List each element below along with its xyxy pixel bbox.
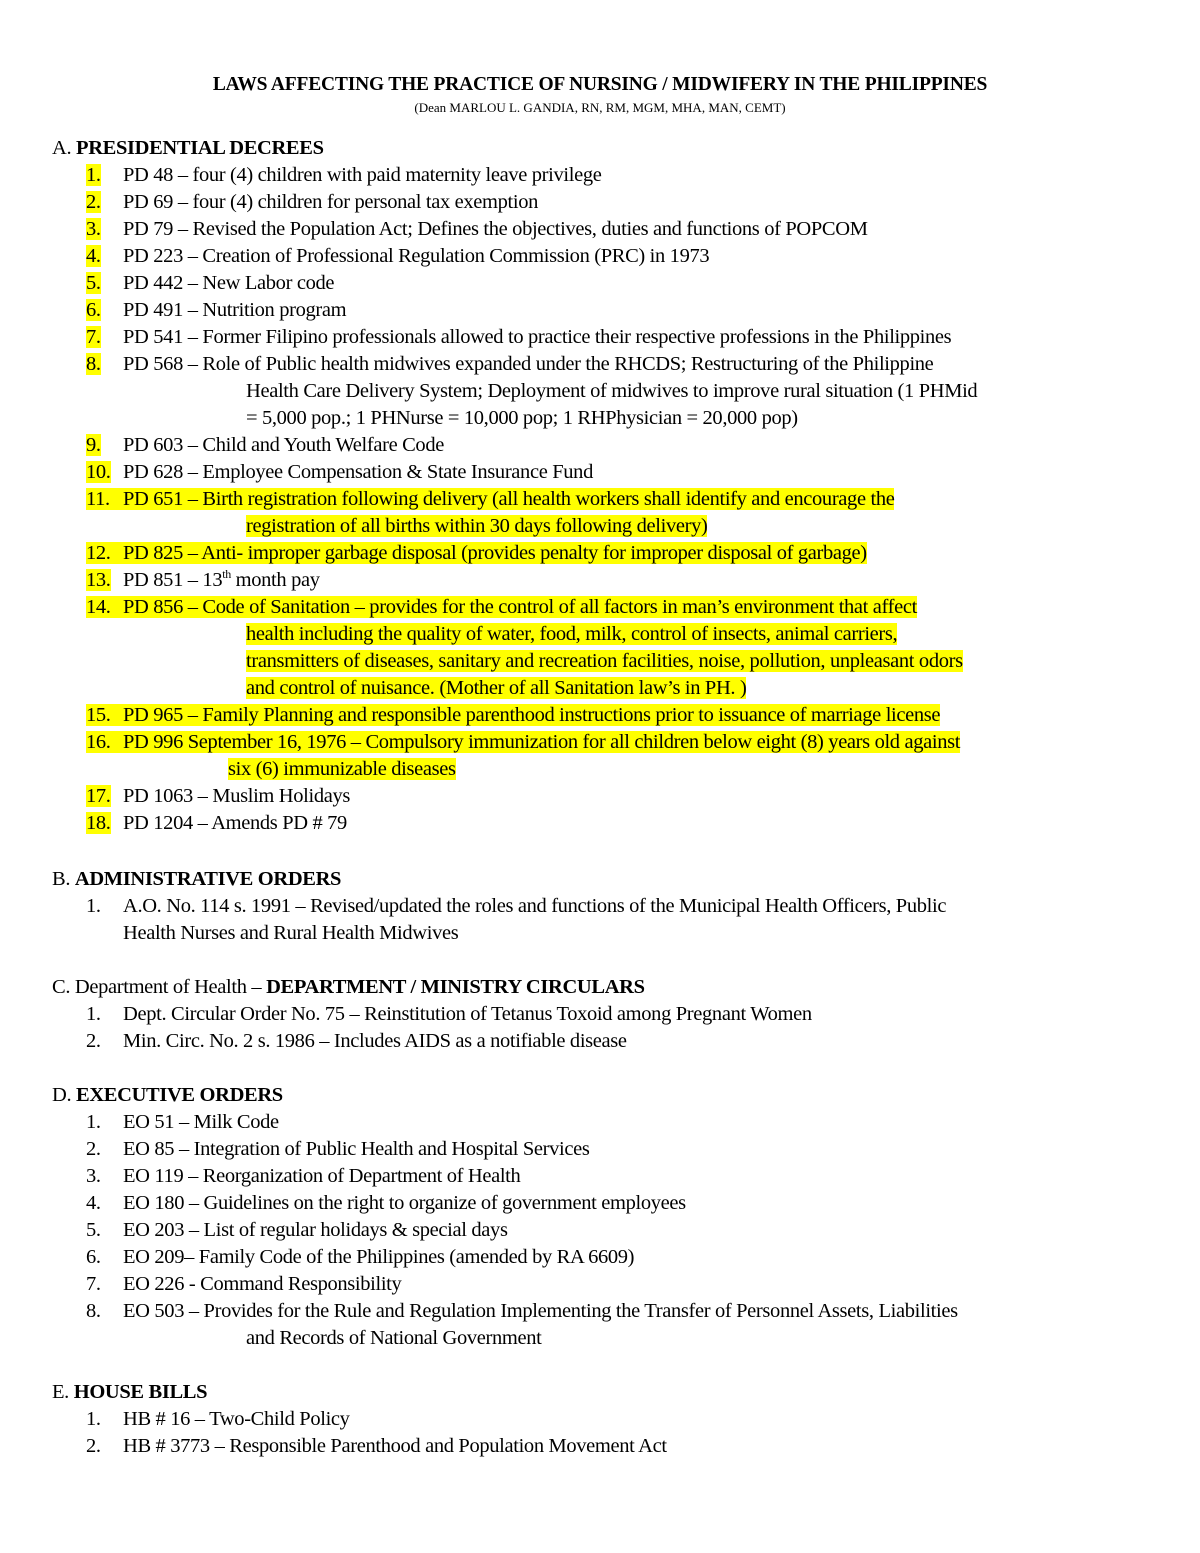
list-item: 6. EO 209– Family Code of the Philippines (amended by RA 6609) <box>86 1246 635 1268</box>
list-item-continuation: Health Nurses and Rural Health Midwives <box>123 922 459 944</box>
list-item-continuation: = 5,000 pop.; 1 PHNurse = 10,000 pop; 1 RHPhysician = 20,000 pop) <box>246 407 798 429</box>
list-item: 7. EO 226 - Command Responsibility <box>86 1273 402 1295</box>
list-item: 4. PD 223 – Creation of Professional Regulation Commission (PRC) in 1973 <box>86 245 710 267</box>
section-c-heading: C. Department of Health – DEPARTMENT / MINISTRY CIRCULARS <box>52 976 645 998</box>
list-item: 2. Min. Circ. No. 2 s. 1986 – Includes AIDS as a notifiable disease <box>86 1030 627 1052</box>
list-item-continuation: and control of nuisance. (Mother of all Sanitation law’s in PH. ) <box>246 677 747 699</box>
list-item-continuation: and Records of National Government <box>246 1327 542 1349</box>
list-item: 2. EO 85 – Integration of Public Health and Hospital Services <box>86 1138 590 1160</box>
document-author: (Dean MARLOU L. GANDIA, RN, RM, MGM, MHA, MAN, CEMT) <box>414 100 786 115</box>
list-item: 10. PD 628 – Employee Compensation & State Insurance Fund <box>86 461 593 483</box>
list-item: 5. PD 442 – New Labor code <box>86 272 335 294</box>
list-item: 12. PD 825 – Anti- improper garbage disposal (provides penalty for improper disposal of garbage) <box>86 542 867 564</box>
list-item: 7. PD 541 – Former Filipino professionals allowed to practice their respective professions in the Philippines <box>86 326 952 348</box>
list-item: 14. PD 856 – Code of Sanitation – provides for the control of all factors in man’s environment that affect <box>86 596 917 618</box>
list-item-continuation: six (6) immunizable diseases <box>228 758 456 780</box>
list-item: 2. PD 69 – four (4) children for personal tax exemption <box>86 191 539 213</box>
list-item-continuation: registration of all births within 30 days following delivery) <box>246 515 708 537</box>
section-e-heading: E. HOUSE BILLS <box>52 1381 208 1403</box>
list-item: 9. PD 603 – Child and Youth Welfare Code <box>86 434 444 456</box>
list-item: 1. HB # 16 – Two-Child Policy <box>86 1408 350 1430</box>
document-title: LAWS AFFECTING THE PRACTICE OF NURSING / MIDWIFERY IN THE PHILIPPINES <box>212 74 988 95</box>
list-item: 4. EO 180 – Guidelines on the right to organize of government employees <box>86 1192 686 1214</box>
section-d-heading: D. EXECUTIVE ORDERS <box>52 1084 283 1106</box>
list-item: 15. PD 965 – Family Planning and responsible parenthood instructions prior to issuance of marriage license <box>86 704 941 726</box>
list-item: 2. HB # 3773 – Responsible Parenthood and Population Movement Act <box>86 1435 667 1457</box>
section-b-heading: B. ADMINISTRATIVE ORDERS <box>52 868 342 890</box>
list-item: 3. PD 79 – Revised the Population Act; Defines the objectives, duties and functions of POPCOM <box>86 218 868 240</box>
list-item-continuation: health including the quality of water, food, milk, control of insects, animal carriers, <box>246 623 898 645</box>
list-item: 8. PD 568 – Role of Public health midwives expanded under the RHCDS; Restructuring of the Philippine <box>86 353 934 375</box>
list-item-continuation: transmitters of diseases, sanitary and recreation facilities, noise, pollution, unpleasant odors <box>246 650 963 672</box>
list-item: 1. A.O. No. 114 s. 1991 – Revised/updated the roles and functions of the Municipal Health Officers, Public <box>86 895 947 917</box>
list-item-continuation: Health Care Delivery System; Deployment of midwives to improve rural situation (1 PHMid <box>246 380 978 402</box>
list-item: 8. EO 503 – Provides for the Rule and Regulation Implementing the Transfer of Personnel Assets, Liabilities <box>86 1300 958 1322</box>
list-item: 3. EO 119 – Reorganization of Department of Health <box>86 1165 521 1187</box>
list-item: 11. PD 651 – Birth registration following delivery (all health workers shall identify and encourage the <box>86 488 895 510</box>
list-item: 1. Dept. Circular Order No. 75 – Reinstitution of Tetanus Toxoid among Pregnant Women <box>86 1003 812 1025</box>
list-item: 17. PD 1063 – Muslim Holidays <box>86 785 351 807</box>
section-a-heading: A. PRESIDENTIAL DECREES <box>52 137 324 159</box>
list-item: 1. PD 48 – four (4) children with paid maternity leave privilege <box>86 164 602 186</box>
list-item: 16. PD 996 September 16, 1976 – Compulsory immunization for all children below eight (8) years old against <box>86 731 961 753</box>
list-item: 1. EO 51 – Milk Code <box>86 1111 279 1133</box>
list-item: 18. PD 1204 – Amends PD # 79 <box>86 812 347 834</box>
list-item: 5. EO 203 – List of regular holidays & special days <box>86 1219 508 1241</box>
list-item: 6. PD 491 – Nutrition program <box>86 299 347 321</box>
list-item: 13. PD 851 – 13th month pay <box>86 567 320 591</box>
